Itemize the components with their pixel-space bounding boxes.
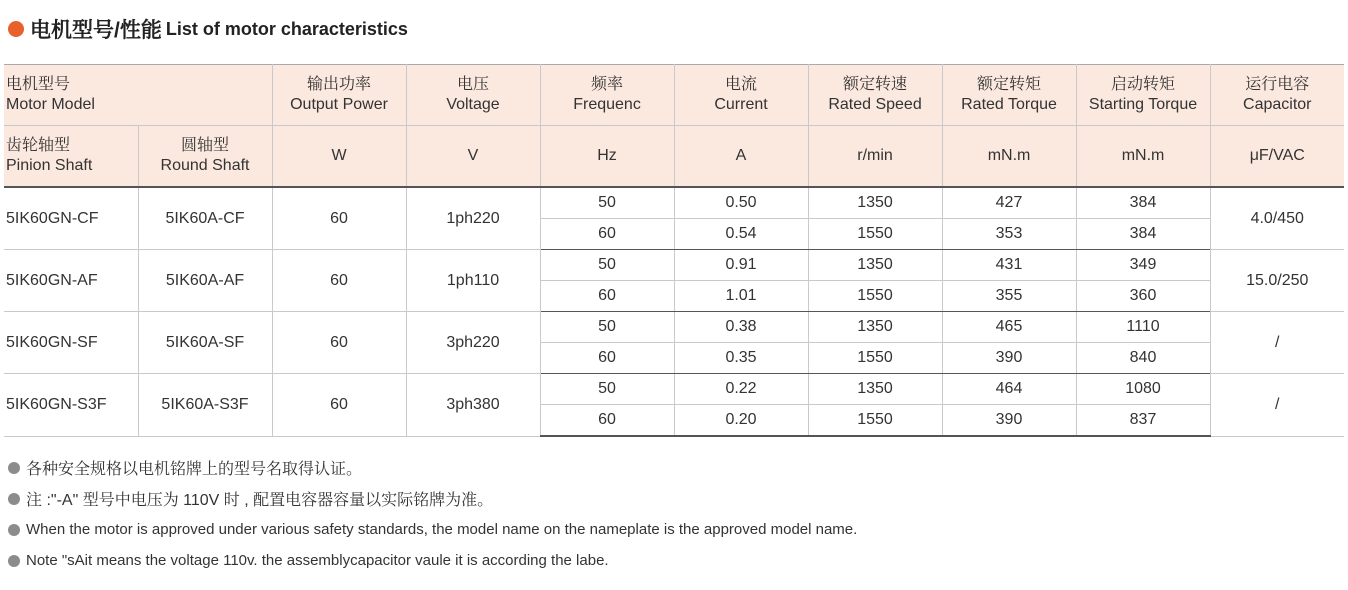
header-speed: 额定转速 Rated Speed bbox=[808, 65, 942, 126]
bullet-icon bbox=[8, 555, 20, 567]
page-title bbox=[8, 14, 408, 44]
pinion-model: 5IK60GN-S3F bbox=[4, 374, 138, 437]
voltage-value: 3ph220 bbox=[406, 312, 540, 374]
torque-value: 464 bbox=[942, 374, 1076, 405]
speed-value: 1550 bbox=[808, 219, 942, 250]
freq-value: 60 bbox=[540, 219, 674, 250]
power-value: 60 bbox=[272, 250, 406, 312]
bullet-icon bbox=[8, 462, 20, 474]
speed-value: 1350 bbox=[808, 312, 942, 343]
power-value: 60 bbox=[272, 374, 406, 437]
torque-value: 465 bbox=[942, 312, 1076, 343]
header-row-units bbox=[4, 126, 1344, 188]
note-item bbox=[8, 452, 857, 483]
pinion-model: 5IK60GN-SF bbox=[4, 312, 138, 374]
unit-frequency: Hz bbox=[540, 126, 674, 188]
round-model: 5IK60A-SF bbox=[138, 312, 272, 374]
voltage-value: 3ph380 bbox=[406, 374, 540, 437]
header-current: 电流 Current bbox=[674, 65, 808, 126]
motor-spec-table bbox=[4, 64, 1344, 437]
header-torque: 额定转矩 Rated Torque bbox=[942, 65, 1076, 126]
header-round: 圆轴型 Round Shaft bbox=[138, 126, 272, 188]
table-row bbox=[4, 312, 1344, 343]
voltage-value: 1ph220 bbox=[406, 187, 540, 250]
capacitor-value: / bbox=[1210, 374, 1344, 437]
table-row bbox=[4, 187, 1344, 219]
power-value: 60 bbox=[272, 187, 406, 250]
current-value: 0.22 bbox=[674, 374, 808, 405]
header-model: 电机型号 Motor Model bbox=[4, 65, 272, 126]
unit-voltage: V bbox=[406, 126, 540, 188]
bullet-icon bbox=[8, 493, 20, 505]
table-row bbox=[4, 250, 1344, 281]
start-torque-value: 349 bbox=[1076, 250, 1210, 281]
torque-value: 355 bbox=[942, 281, 1076, 312]
freq-value: 50 bbox=[540, 250, 674, 281]
header-power: 输出功率 Output Power bbox=[272, 65, 406, 126]
note-text: 各种安全规格以电机铭牌上的型号名取得认证。 bbox=[26, 461, 363, 478]
pinion-model: 5IK60GN-CF bbox=[4, 187, 138, 250]
speed-value: 1350 bbox=[808, 250, 942, 281]
start-torque-value: 837 bbox=[1076, 405, 1210, 437]
unit-capacitor: μF/VAC bbox=[1210, 126, 1344, 188]
freq-value: 50 bbox=[540, 374, 674, 405]
torque-value: 390 bbox=[942, 343, 1076, 374]
current-value: 0.38 bbox=[674, 312, 808, 343]
current-value: 0.54 bbox=[674, 219, 808, 250]
torque-value: 427 bbox=[942, 187, 1076, 219]
current-value: 0.20 bbox=[674, 405, 808, 437]
freq-value: 60 bbox=[540, 281, 674, 312]
start-torque-value: 1080 bbox=[1076, 374, 1210, 405]
title-cn: 电机型号/性能 bbox=[30, 19, 162, 42]
bullet-icon bbox=[8, 524, 20, 536]
start-torque-value: 1110 bbox=[1076, 312, 1210, 343]
note-item bbox=[8, 545, 857, 576]
unit-current: A bbox=[674, 126, 808, 188]
current-value: 0.91 bbox=[674, 250, 808, 281]
speed-value: 1550 bbox=[808, 343, 942, 374]
note-item bbox=[8, 514, 857, 545]
round-model: 5IK60A-AF bbox=[138, 250, 272, 312]
capacitor-value: / bbox=[1210, 312, 1344, 374]
header-row-names bbox=[4, 65, 1344, 126]
start-torque-value: 360 bbox=[1076, 281, 1210, 312]
unit-torque: mN.m bbox=[942, 126, 1076, 188]
notes-list bbox=[8, 452, 857, 576]
start-torque-value: 384 bbox=[1076, 187, 1210, 219]
current-value: 1.01 bbox=[674, 281, 808, 312]
voltage-value: 1ph110 bbox=[406, 250, 540, 312]
freq-value: 50 bbox=[540, 187, 674, 219]
title-en: List of motor characteristics bbox=[165, 18, 408, 39]
speed-value: 1550 bbox=[808, 405, 942, 437]
speed-value: 1350 bbox=[808, 374, 942, 405]
capacitor-value: 4.0/450 bbox=[1210, 187, 1344, 250]
freq-value: 60 bbox=[540, 343, 674, 374]
pinion-model: 5IK60GN-AF bbox=[4, 250, 138, 312]
unit-speed: r/min bbox=[808, 126, 942, 188]
note-text: When the motor is approved under various safety standards, the model name on the nameplate is the approved model name. bbox=[26, 521, 858, 538]
round-model: 5IK60A-CF bbox=[138, 187, 272, 250]
unit-start-torque: mN.m bbox=[1076, 126, 1210, 188]
current-value: 0.50 bbox=[674, 187, 808, 219]
torque-value: 390 bbox=[942, 405, 1076, 437]
freq-value: 50 bbox=[540, 312, 674, 343]
header-frequency: 频率 Frequenc bbox=[540, 65, 674, 126]
header-voltage: 电压 Voltage bbox=[406, 65, 540, 126]
speed-value: 1550 bbox=[808, 281, 942, 312]
table-row bbox=[4, 374, 1344, 405]
note-item bbox=[8, 483, 857, 514]
round-model: 5IK60A-S3F bbox=[138, 374, 272, 437]
unit-power: W bbox=[272, 126, 406, 188]
note-text: Note "sAit means the voltage 110v. the assemblycapacitor vaule it is according the labe. bbox=[26, 552, 609, 569]
note-text: 注 :"-A" 型号中电压为 110V 时 , 配置电容器容量以实际铭牌为准。 bbox=[26, 492, 494, 509]
header-pinion: 齿轮轴型 Pinion Shaft bbox=[4, 126, 138, 188]
title-bullet-icon bbox=[8, 21, 24, 37]
start-torque-value: 840 bbox=[1076, 343, 1210, 374]
torque-value: 353 bbox=[942, 219, 1076, 250]
header-capacitor: 运行电容 Capacitor bbox=[1210, 65, 1344, 126]
start-torque-value: 384 bbox=[1076, 219, 1210, 250]
freq-value: 60 bbox=[540, 405, 674, 437]
header-start-torque: 启动转矩 Starting Torque bbox=[1076, 65, 1210, 126]
torque-value: 431 bbox=[942, 250, 1076, 281]
speed-value: 1350 bbox=[808, 187, 942, 219]
capacitor-value: 15.0/250 bbox=[1210, 250, 1344, 312]
current-value: 0.35 bbox=[674, 343, 808, 374]
power-value: 60 bbox=[272, 312, 406, 374]
